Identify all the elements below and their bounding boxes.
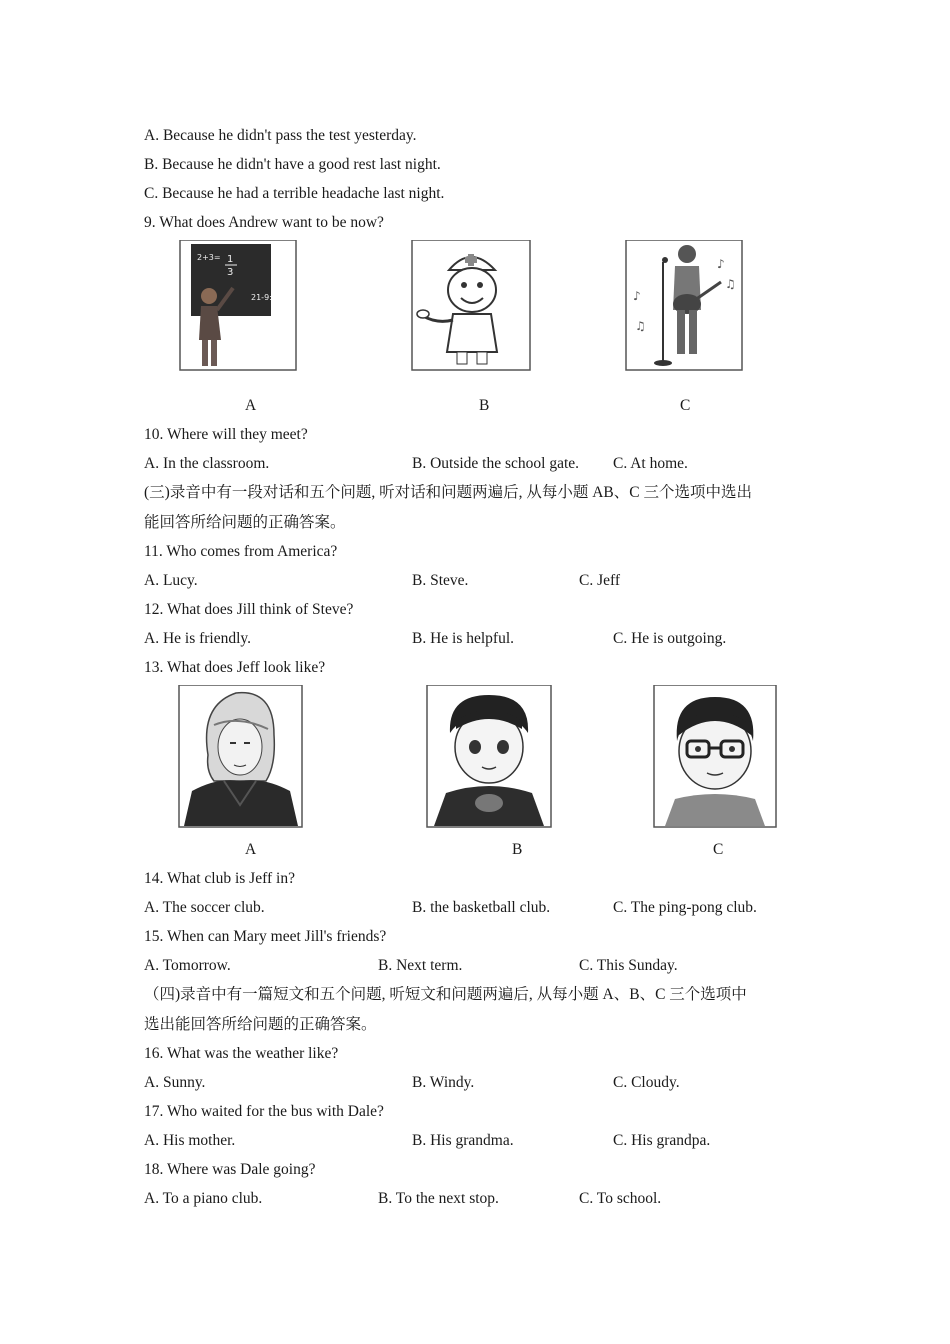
section4-instruction-line1: （四)录音中有一篇短文和五个问题, 听短文和问题两遍后, 从每小题 A、B、C 三个选项中 [144,986,747,1003]
svg-text:3: 3 [227,267,234,278]
q13-label-b: B [512,841,523,858]
q8-option-b: B. Because he didn't have a good rest last night. [144,156,441,173]
q14-option-c: C. The ping-pong club. [613,899,757,916]
svg-text:2+3=: 2+3= [197,253,221,262]
q16-option-b: B. Windy. [412,1074,475,1091]
q15-option-c: C. This Sunday. [579,957,678,974]
q11-option-a: A. Lucy. [144,572,198,589]
q12-option-a: A. He is friendly. [144,630,252,647]
q15-option-b: B. Next term. [378,957,463,974]
q8-option-a: A. Because he didn't pass the test yesterday. [144,127,417,144]
q11-question: 11. Who comes from America? [144,543,338,560]
q17-option-b: B. His grandma. [412,1132,514,1149]
q16-option-c: C. Cloudy. [613,1074,680,1091]
q18-question: 18. Where was Dale going? [144,1161,316,1178]
long-hair-boy-icon [178,685,303,828]
svg-text:1: 1 [227,254,234,265]
svg-text:♪: ♪ [717,257,725,271]
q9-question: 9. What does Andrew want to be now? [144,214,384,231]
section3-instruction-line2: 能回答所给问题的正确答案。 [144,514,346,531]
svg-text:♫: ♫ [635,319,646,333]
q9-label-b: B [479,397,490,414]
q9-label-a: A [245,397,257,414]
q16-option-a: A. Sunny. [144,1074,206,1091]
doctor-icon [411,240,531,371]
q8-option-c: C. Because he had a terrible headache last night. [144,185,445,202]
q17-option-c: C. His grandpa. [613,1132,711,1149]
q18-option-c: C. To school. [579,1190,662,1207]
q10-question: 10. Where will they meet? [144,426,308,443]
q14-option-b: B. the basketball club. [412,899,551,916]
q13-question: 13. What does Jeff look like? [144,659,326,676]
boy-with-glasses-icon [653,685,777,828]
svg-text:♫: ♫ [725,277,736,291]
section4-instruction-line2: 选出能回答所给问题的正确答案。 [144,1016,377,1033]
short-hair-boy-icon [426,685,552,828]
q16-question: 16. What was the weather like? [144,1045,339,1062]
q13-label-c: C [713,841,724,858]
q11-option-b: B. Steve. [412,572,469,589]
q14-option-a: A. The soccer club. [144,899,265,916]
q17-question: 17. Who waited for the bus with Dale? [144,1103,384,1120]
section3-instruction-line1: (三)录音中有一段对话和五个问题, 听对话和问题两遍后, 从每小题 AB、C 三个选项中选出 [144,484,752,501]
q9-label-c: C [680,397,691,414]
q12-option-b: B. He is helpful. [412,630,515,647]
q17-option-a: A. His mother. [144,1132,236,1149]
teacher-at-blackboard-icon [179,240,297,371]
q10-option-b: B. Outside the school gate. [412,455,580,472]
q15-option-a: A. Tomorrow. [144,957,231,974]
svg-text:♪: ♪ [633,289,641,303]
q11-option-c: C. Jeff [579,572,621,589]
singer-with-guitar-icon [625,240,743,371]
q18-option-b: B. To the next stop. [378,1190,499,1207]
q15-question: 15. When can Mary meet Jill's friends? [144,928,387,945]
q12-question: 12. What does Jill think of Steve? [144,601,354,618]
q18-option-a: A. To a piano club. [144,1190,263,1207]
q10-option-a: A. In the classroom. [144,455,270,472]
q13-label-a: A [245,841,257,858]
q10-option-c: C. At home. [613,455,688,472]
q12-option-c: C. He is outgoing. [613,630,727,647]
svg-text:21-9:: 21-9: [251,293,272,302]
q14-question: 14. What club is Jeff in? [144,870,295,887]
